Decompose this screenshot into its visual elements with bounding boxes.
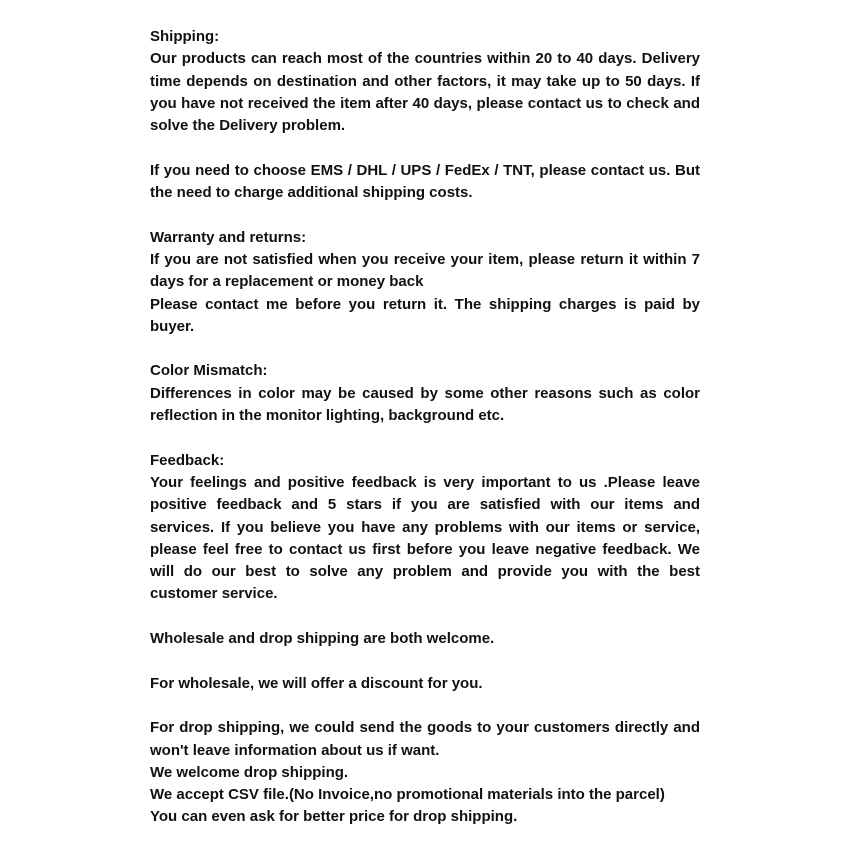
- warranty-return-window-paragraph: If you are not satisfied when you receive your item, please return it within 7 days for a replacement or money back: [150, 250, 700, 291]
- feedback-heading: Feedback:: [150, 451, 225, 469]
- wholesale-discount-line: For wholesale, we will offer a discount for you.: [150, 674, 483, 692]
- section-wholesale-discount: [150, 673, 700, 695]
- section-drop-shipping: [150, 717, 700, 828]
- warranty-returns-heading: Warranty and returns:: [150, 228, 307, 246]
- color-mismatch-paragraph: Differences in color may be caused by some other reasons such as color reflection in the monitor lighting, background etc.: [150, 384, 700, 425]
- section-color-mismatch: [150, 360, 700, 427]
- dropship-welcome-line: We welcome drop shipping.: [150, 763, 349, 781]
- section-warranty-returns: [150, 227, 700, 338]
- section-feedback: [150, 450, 700, 606]
- section-shipping: [150, 26, 700, 137]
- dropship-better-price-line: You can even ask for better price for drop shipping.: [150, 808, 518, 826]
- dropship-direct-send-paragraph: For drop shipping, we could send the goods to your customers directly and won't leave information about us if want.: [150, 719, 700, 759]
- feedback-paragraph: Your feelings and positive feedback is very important to us .Please leave positive feedback and 5 stars if you are satisfied with our items and services. If you believe you have any problems with our items or service, please feel free to contact us first before you leave negative feedback. We will do our best to solve any problem and provide you with the best customer service.: [150, 473, 700, 603]
- wholesale-dropship-welcome-line: Wholesale and drop shipping are both welcome.: [150, 630, 495, 648]
- shipping-paragraph: Our products can reach most of the countries within 20 to 40 days. Delivery time depends on destination and other factors, it may take up to 50 days. If you have not received the item after 40 days, please contact us to check and solve the Delivery problem.: [150, 50, 700, 135]
- warranty-return-contact-paragraph: Please contact me before you return it. The shipping charges is paid by buyer.: [150, 295, 700, 335]
- shipping-heading: Shipping:: [150, 28, 220, 45]
- dropship-csv-line: We accept CSV file.(No Invoice,no promotional materials into the parcel): [150, 786, 665, 804]
- color-mismatch-heading: Color Mismatch:: [150, 362, 268, 380]
- express-couriers-paragraph: If you need to choose EMS / DHL / UPS / FedEx / TNT, please contact us. But the need to charge additional shipping costs.: [150, 161, 700, 202]
- section-wholesale-dropship-welcome: [150, 628, 700, 650]
- section-express-couriers: [150, 160, 700, 205]
